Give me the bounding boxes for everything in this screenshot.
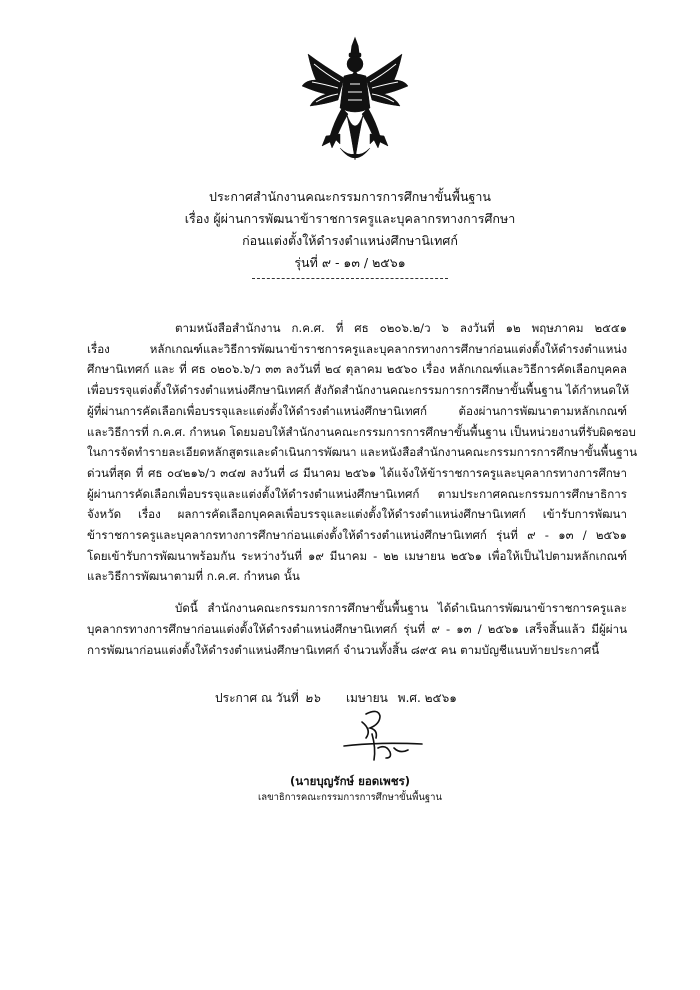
paragraph-1-line: และวิธีการพัฒนาตามที่ ก.ค.ศ. กำหนด นั้น	[87, 569, 300, 584]
paragraph-1-line: ด่วนที่สุด ที่ ศธ ๐๔๒๑๖/ว ๓๔๗ ลงวันที่ ๘ มีนาคม ๒๕๖๑ ได้แจ้งให้ข้าราชการครูและบุคลากรทางการศึกษา	[87, 465, 627, 480]
announcement-body	[87, 318, 638, 660]
paragraph-1-line: เรื่อง หลักเกณฑ์และวิธีการพัฒนาข้าราชการครูและบุคลากรทางการศึกษาก่อนแต่งตั้งให้ดำรงตำแหน่ง	[87, 341, 627, 356]
paragraph-1-line: ผู้ที่ผ่านการคัดเลือกเพื่อบรรจุและแต่งตั้งให้ดำรงตำแหน่งศึกษานิเทศก์ ต้องผ่านการพัฒนาตามหลักเกณฑ์	[87, 403, 627, 418]
paragraph-1-line: ศึกษานิเทศก์ และ ที่ ศธ ๐๒๐๖.๖/ว ๓๓ ลงวันที่ ๒๔ ตุลาคม ๒๕๖๐ เรื่อง หลักเกณฑ์และวิธีการคัดเลือกบุคคล	[87, 362, 627, 377]
handwritten-signature	[336, 708, 428, 770]
paragraph-1-line: ผู้ผ่านการคัดเลือกเพื่อบรรจุและแต่งตั้งให้ดำรงตำแหน่งศึกษานิเทศก์ ตามประกาศคณะกรรมการศึกษาธิการ	[87, 486, 627, 501]
heading-line-2: เรื่อง ผู้ผ่านการพัฒนาข้าราชการครูและบุคลากรทางการศึกษา	[184, 211, 516, 226]
paragraph-1-line: จังหวัด เรื่อง ผลการคัดเลือกบุคคลเพื่อบรรจุและแต่งตั้งให้ดำรงตำแหน่งศึกษานิเทศก์ เข้ารับการพัฒนา	[87, 507, 627, 522]
paragraph-1-line: เพื่อบรรจุแต่งตั้งให้ดำรงตำแหน่งศึกษานิเทศก์ สังกัดสำนักงานคณะกรรมการการศึกษาขั้นพื้นฐาน ได้กำหนดให้	[87, 383, 630, 398]
paragraph-2-line: บุคลากรทางการศึกษาก่อนแต่งตั้งให้ดำรงตำแหน่งศึกษานิเทศก์ รุ่นที่ ๙ - ๑๓ / ๒๕๖๑ เสร็จสิ้นแล้ว มีผู้ผ่าน	[87, 621, 627, 636]
heading-line-3: ก่อนแต่งตั้งให้ดำรงตำแหน่งศึกษานิเทศก์	[242, 233, 458, 248]
heading-divider	[252, 278, 448, 279]
date-month: เมษายน	[345, 691, 388, 705]
paragraph-1-line: ข้าราชการครูและบุคลากรทางการศึกษาก่อนแต่งตั้งให้ดำรงตำแหน่งศึกษานิเทศก์ รุ่นที่ ๙ - ๑๓ / ๒๕๖๑	[87, 528, 627, 543]
heading-line-4: รุ่นที่ ๙ - ๑๓ / ๒๕๖๑	[294, 255, 406, 270]
paragraph-2-line: บัดนี้ สำนักงานคณะกรรมการการศึกษาขั้นพื้นฐาน ได้ดำเนินการพัฒนาข้าราชการครูและ	[175, 601, 627, 616]
garuda-emblem-icon	[300, 36, 410, 168]
paragraph-2-line: การพัฒนาก่อนแต่งตั้งให้ดำรงตำแหน่งศึกษานิเทศก์ จำนวนทั้งสิ้น ๘๙๕ คน ตามบัญชีแนบท้ายประกาศนี้	[87, 642, 600, 657]
heading-line-1: ประกาศสำนักงานคณะกรรมการการศึกษาขั้นพื้นฐาน	[209, 189, 491, 204]
paragraph-1-line: ตามหนังสือสำนักงาน ก.ค.ศ. ที่ ศธ ๐๒๐๖.๒/ว ๖ ลงวันที่ ๑๒ พฤษภาคม ๒๕๕๑	[175, 321, 627, 335]
date-prefix: ประกาศ ณ วันที่	[215, 691, 299, 705]
signer-name: (นายบุญรักษ์ ยอดเพชร)	[290, 774, 410, 788]
paragraph-1-line: โดยเข้ารับการพัฒนาพร้อมกัน ระหว่างวันที่ ๑๙ มีนาคม - ๒๒ เมษายน ๒๕๖๑ เพื่อให้เป็นไปตามหลักเกณฑ์	[87, 548, 627, 563]
paragraph-1-line: ในการจัดทำรายละเอียดหลักสูตรและดำเนินการพัฒนา และหนังสือสำนักงานคณะกรรมการการศึกษาขั้นพื้นฐาน	[87, 445, 638, 460]
announcement-heading	[150, 186, 550, 279]
signer-title: เลขาธิการคณะกรรมการการศึกษาขั้นพื้นฐาน	[258, 792, 442, 803]
announcement-date	[215, 688, 457, 708]
paragraph-1-line: และวิธีการที่ ก.ค.ศ. กำหนด โดยมอบให้สำนักงานคณะกรรมการการศึกษาขั้นพื้นฐาน เป็นหน่วยงานที่รับผิดชอบ	[87, 424, 636, 439]
date-day: ๒๖	[304, 691, 321, 705]
date-year: พ.ศ. ๒๕๖๑	[397, 691, 457, 705]
